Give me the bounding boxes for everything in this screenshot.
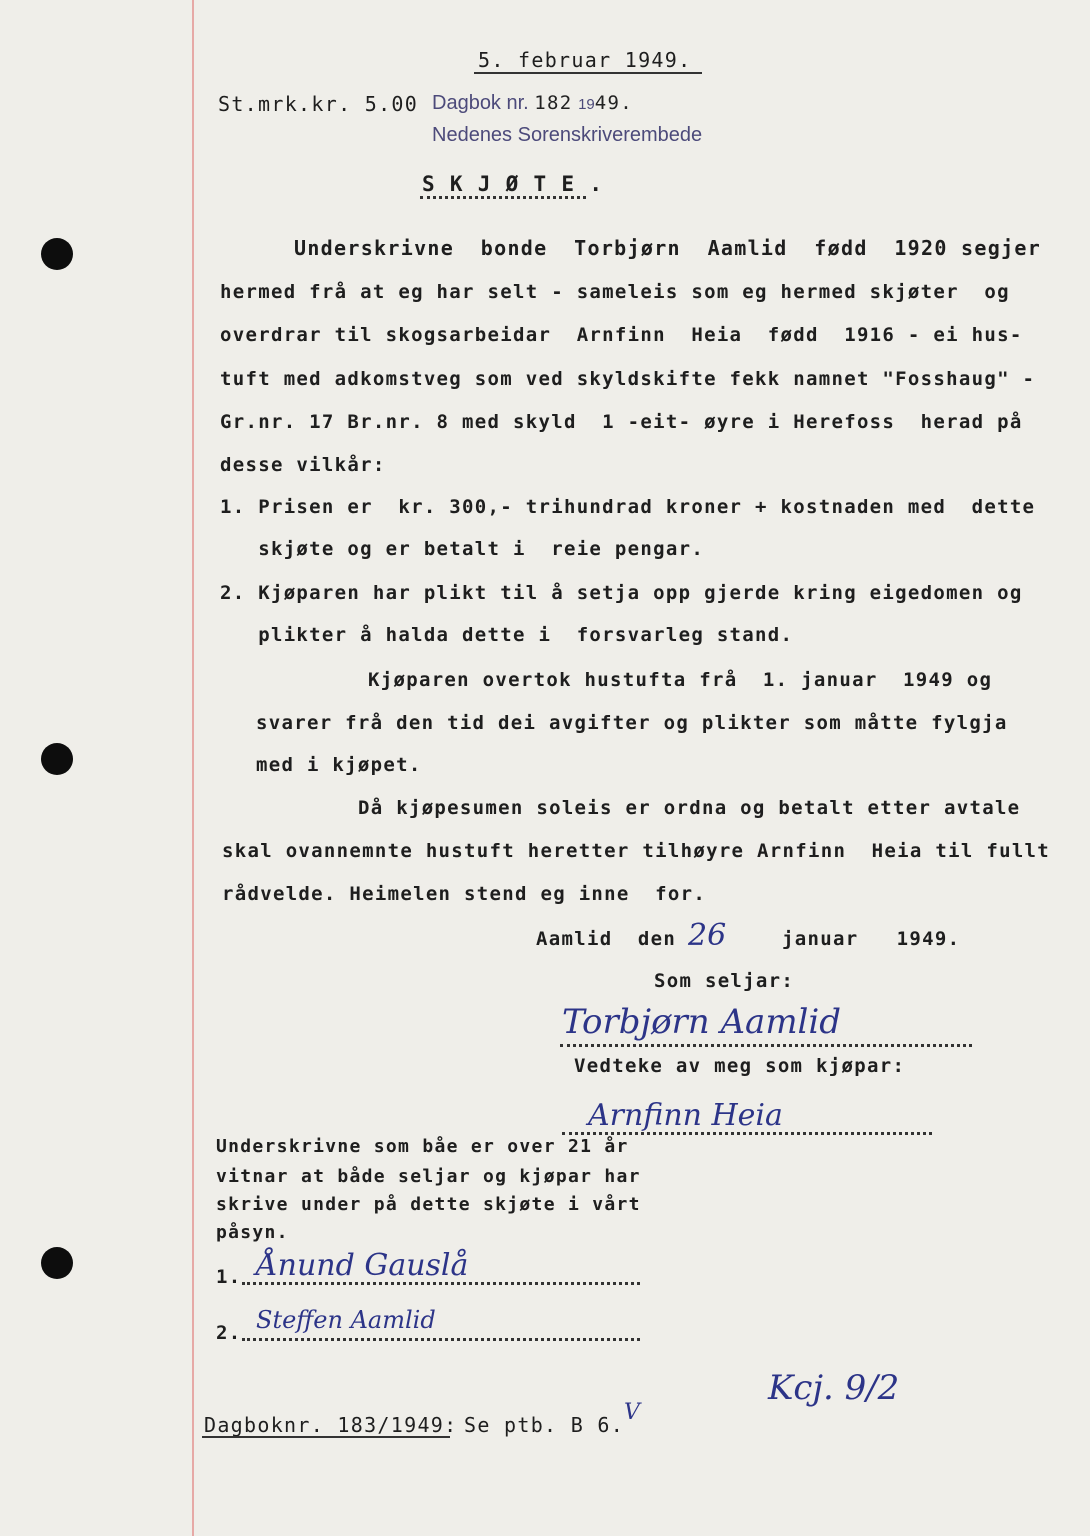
- witness-line-2: [242, 1338, 640, 1341]
- body-line: desse vilkår:: [220, 454, 386, 476]
- initials-handwritten: Kcj. 9/2: [768, 1368, 900, 1408]
- month-year: januar 1949.: [782, 928, 961, 950]
- seller-label: Som seljar:: [654, 970, 795, 992]
- condition-item-2: 2. Kjøparen har plikt til å setja opp gjerde kring eigedomen og: [220, 582, 1023, 604]
- date-underline: [474, 72, 702, 74]
- body-line: med i kjøpet.: [256, 754, 422, 776]
- body-line: tuft med adkomstveg som ved skyldskifte fekk namnet "Fosshaug" -: [220, 368, 1036, 390]
- witness-text: Underskrivne som båe er over 21 år: [216, 1136, 629, 1157]
- footer-note: Se ptb. B 6.: [464, 1413, 625, 1437]
- witness-number-2: 2.: [216, 1322, 242, 1344]
- condition-item-1: skjøte og er betalt i reie pengar.: [220, 538, 705, 560]
- punch-hole: [41, 743, 73, 775]
- body-line: overdrar til skogsarbeidar Arnfinn Heia fødd 1916 - ei hus-: [220, 324, 1023, 346]
- body-line: rådvelde. Heimelen stend eg inne for.: [222, 883, 707, 905]
- body-line: Kjøparen overtok hustufta frå 1. januar 1949 og: [368, 669, 993, 691]
- office-stamp: Nedenes Sorenskriverembede: [432, 124, 703, 146]
- footer-reference: Dagboknr. 183/1949:: [204, 1413, 458, 1437]
- title-underline: [420, 196, 586, 199]
- buyer-signature-line: [562, 1132, 932, 1135]
- witness-signature-1: Ånund Gauslå: [256, 1248, 469, 1283]
- witness-text: påsyn.: [216, 1222, 289, 1243]
- body-line: svarer frå den tid dei avgifter og plikter som måtte fylgja: [256, 712, 1008, 734]
- stamp-fee: St.mrk.kr. 5.00: [218, 92, 419, 116]
- condition-item-1: 1. Prisen er kr. 300,- trihundrad kroner + kostnaden med dette: [220, 496, 1036, 518]
- dagbok-stamp: Dagbok nr. 182 1949.: [432, 92, 633, 114]
- buyer-label: Vedteke av meg som kjøpar:: [574, 1055, 906, 1077]
- footer-ref-underline: [202, 1436, 450, 1438]
- body-line: skal ovannemnte hustuft heretter tilhøyre Arnfinn Heia til fullt: [222, 840, 1051, 862]
- witness-text: skrive under på dette skjøte i vårt: [216, 1194, 641, 1215]
- buyer-signature: Arnfinn Heia: [588, 1098, 783, 1133]
- body-line: hermed frå at eg har selt - sameleis som eg hermed skjøter og: [220, 281, 1010, 303]
- body-line: Gr.nr. 17 Br.nr. 8 med skyld 1 -eit- øyre i Herefoss herad på: [220, 411, 1023, 433]
- witness-line-1: [242, 1282, 640, 1285]
- seller-signature: Torbjørn Aamlid: [562, 1002, 842, 1042]
- body-line: Då kjøpesumen soleis er ordna og betalt etter avtale: [358, 797, 1021, 819]
- check-mark: V: [624, 1400, 640, 1425]
- punch-hole: [41, 1247, 73, 1279]
- handwritten-day: 26: [688, 918, 727, 953]
- margin-line: [192, 0, 194, 1536]
- place-date-prefix: Aamlid den: [536, 928, 677, 950]
- document-date: 5. februar 1949.: [478, 48, 692, 72]
- body-line: Underskrivne bonde Torbjørn Aamlid fødd 1920 segjer: [294, 236, 1042, 260]
- document-title: S K J Ø T E .: [422, 172, 604, 196]
- witness-text: vitnar at både seljar og kjøpar har: [216, 1166, 641, 1187]
- witness-signature-2: Steffen Aamlid: [256, 1306, 436, 1334]
- seller-signature-line: [560, 1044, 972, 1047]
- witness-number-1: 1.: [216, 1266, 242, 1288]
- punch-hole: [41, 238, 73, 270]
- condition-item-2: plikter å halda dette i forsvarleg stand.: [220, 624, 794, 646]
